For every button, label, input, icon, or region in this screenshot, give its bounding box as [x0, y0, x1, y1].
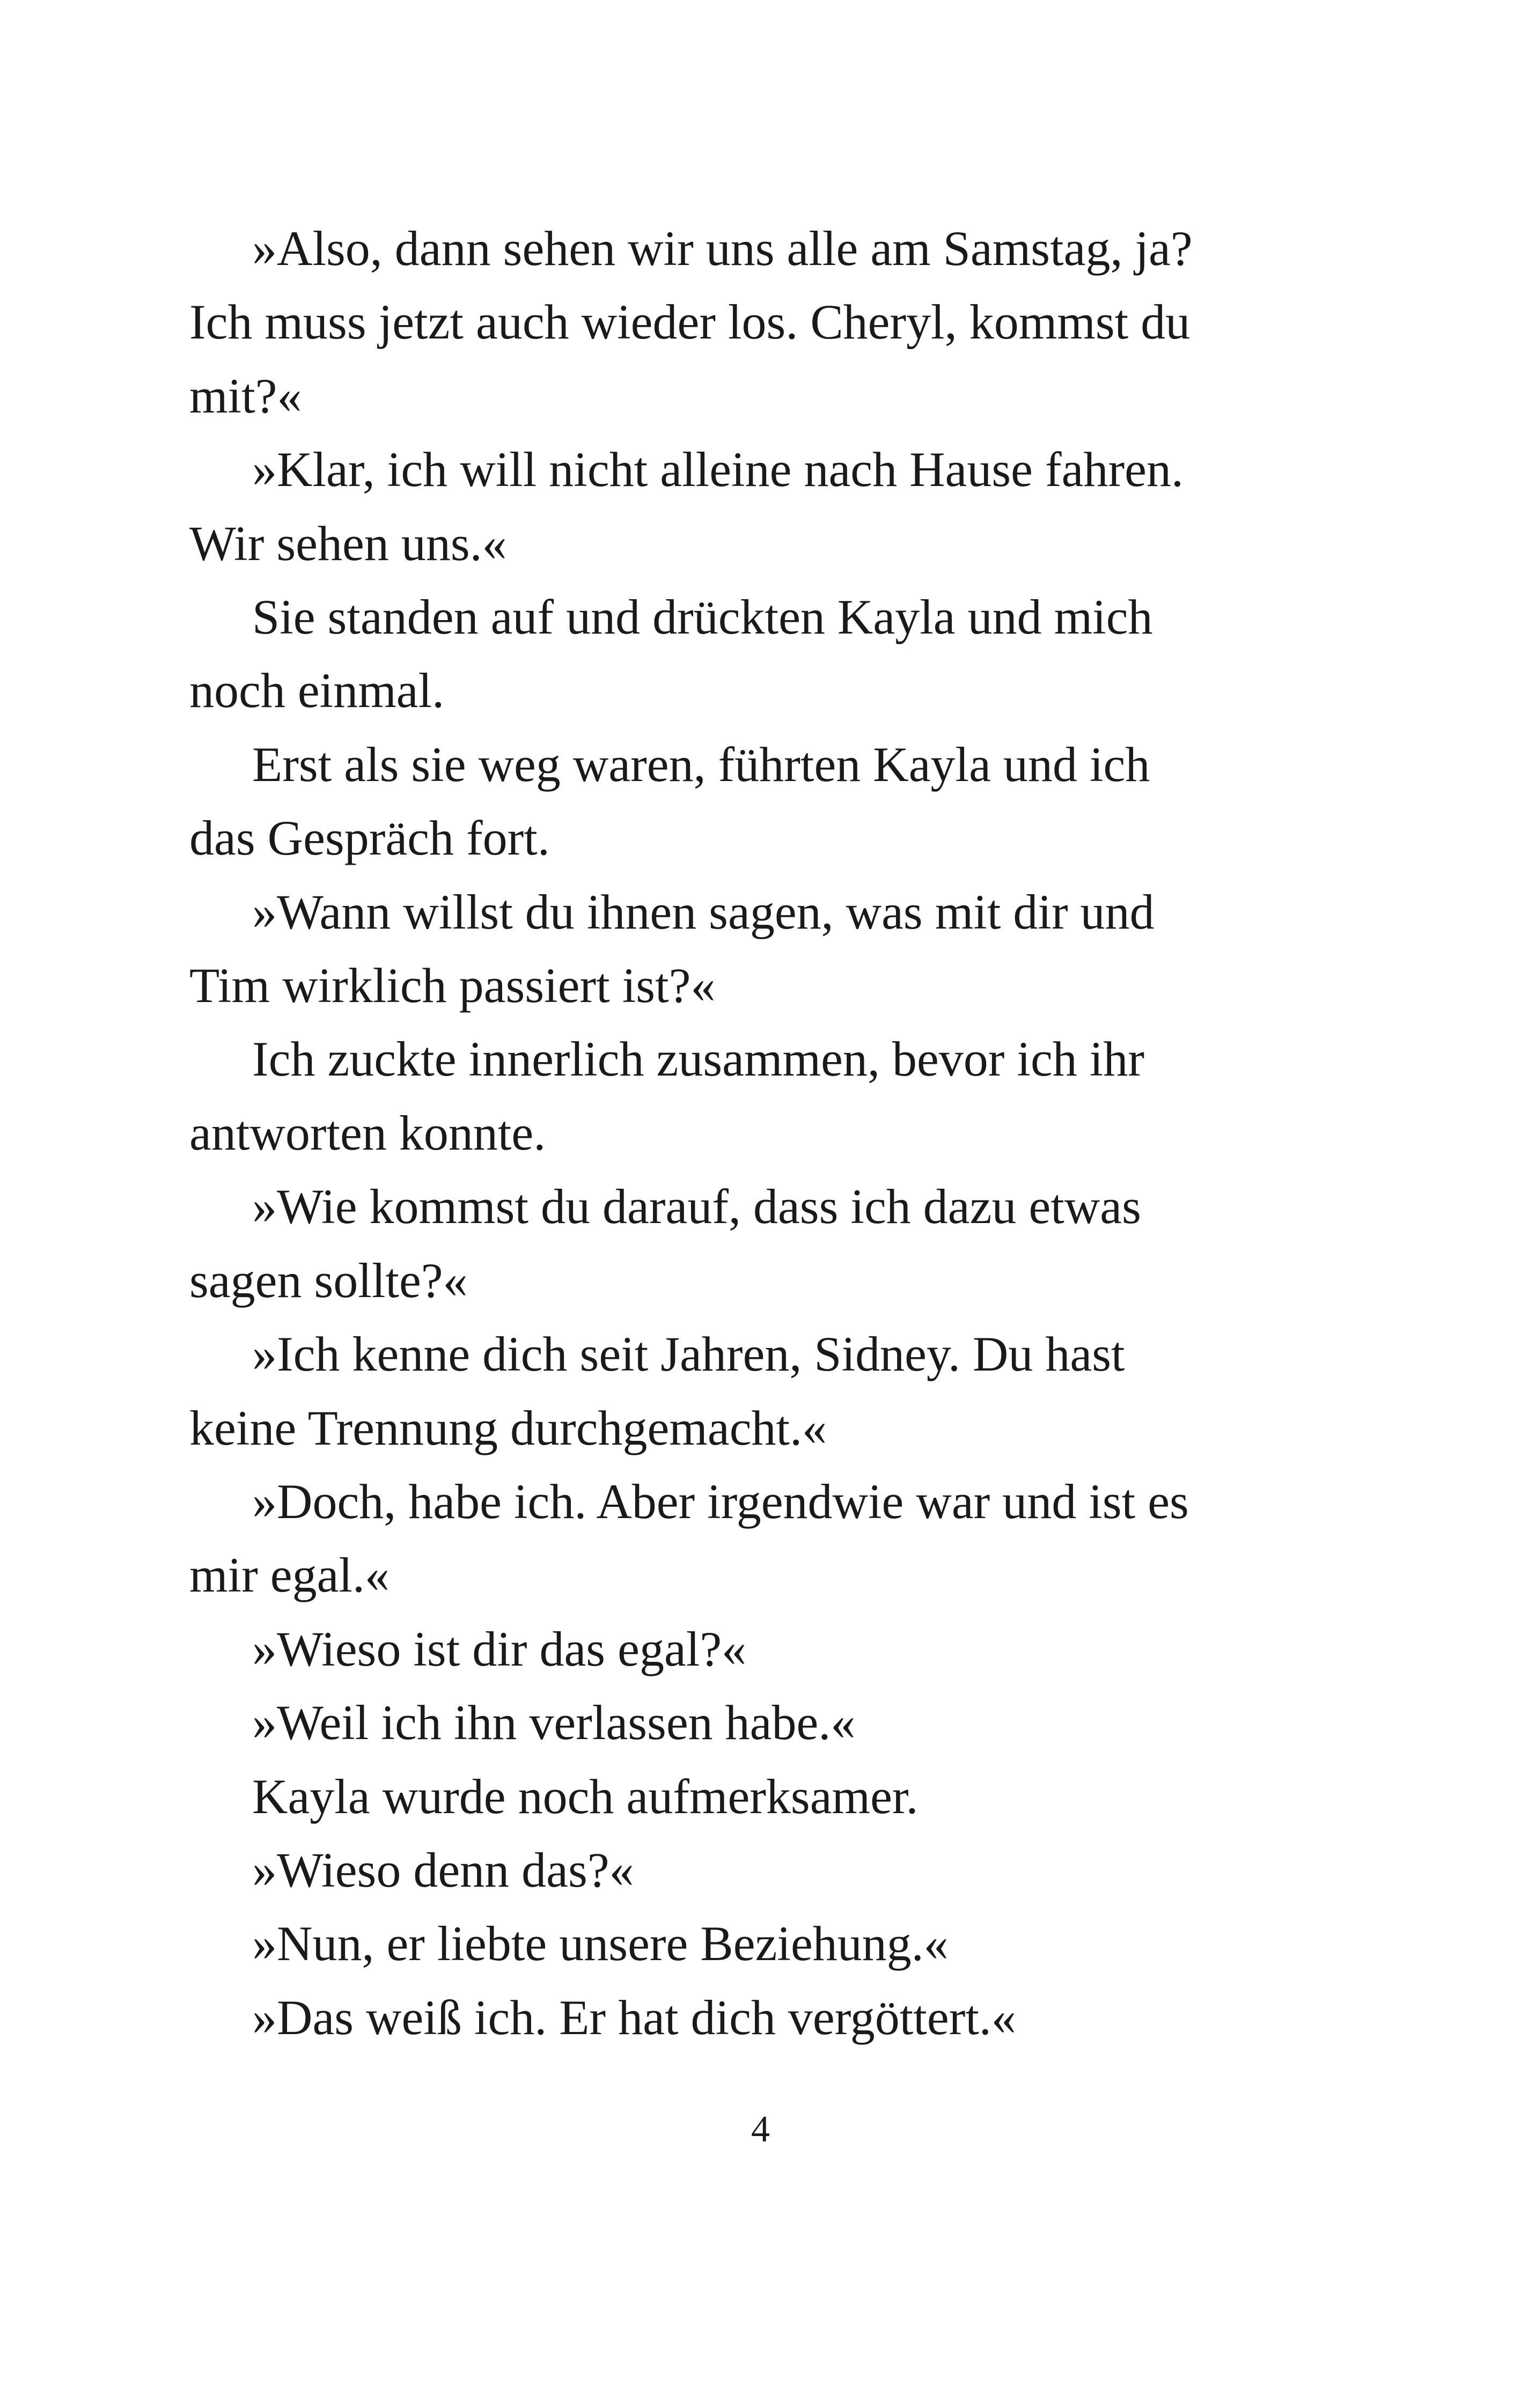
paragraph: »Doch, habe ich. Aber irgendwie war und ist es mir egal.«	[189, 1474, 1189, 1603]
paragraph: Erst als sie weg waren, führten Kayla und ich das Gespräch fort.	[189, 737, 1150, 866]
paragraph: Kayla wurde noch aufmerksamer.	[252, 1769, 919, 1824]
paragraph: »Wann willst du ihnen sagen, was mit dir und Tim wirklich passiert ist?«	[189, 884, 1155, 1013]
paragraph: »Wieso ist dir das egal?«	[252, 1621, 747, 1676]
page-number: 4	[751, 2109, 770, 2150]
paragraph: »Das weiß ich. Er hat dich vergöttert.«	[252, 1990, 1016, 2045]
paragraph: »Wieso denn das?«	[252, 1842, 634, 1897]
paragraph: »Nun, er liebte unsere Beziehung.«	[252, 1916, 949, 1971]
paragraph: »Ich kenne dich seit Jahren, Sidney. Du hast keine Trennung durchgemacht.«	[189, 1327, 1125, 1455]
paragraph: »Also, dann sehen wir uns alle am Samstag, ja? Ich muss jetzt auch wieder los. Cheryl, kommst du mit?«	[189, 221, 1193, 423]
paragraph: »Klar, ich will nicht alleine nach Hause fahren. Wir sehen uns.«	[189, 442, 1184, 571]
body-text	[189, 212, 1316, 2054]
paragraph: »Weil ich ihn verlassen habe.«	[252, 1695, 856, 1750]
paragraph: Sie standen auf und drückten Kayla und mich noch einmal.	[189, 590, 1153, 718]
paragraph: Ich zuckte innerlich zusammen, bevor ich ihr antworten konnte.	[189, 1032, 1145, 1160]
paragraph: »Wie kommst du darauf, dass ich dazu etwas sagen sollte?«	[189, 1179, 1141, 1308]
